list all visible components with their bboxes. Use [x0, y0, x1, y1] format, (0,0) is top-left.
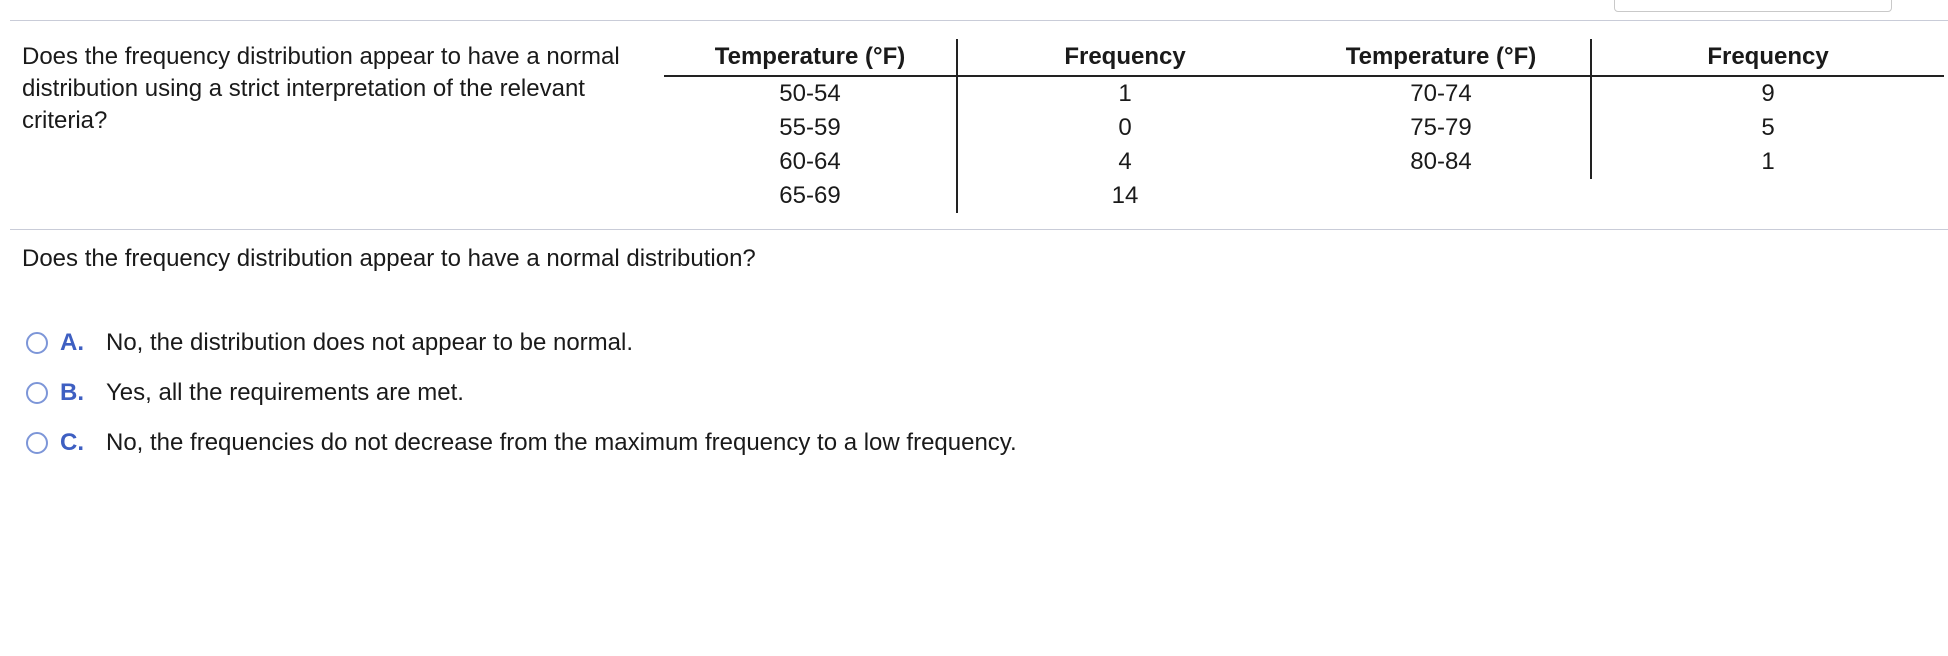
option-b-letter: B.	[60, 379, 84, 406]
header-frequency-left: Frequency	[957, 39, 1292, 76]
option-c-letter: C.	[60, 429, 84, 456]
temperature-cell: 65-69	[664, 179, 957, 213]
option-a-text[interactable]: No, the distribution does not appear to be normal.	[106, 329, 633, 356]
frequency-cell: 1	[1761, 148, 1775, 175]
frequency-cell: 9	[1761, 80, 1775, 107]
table-row	[664, 76, 1944, 111]
option-c-text[interactable]: No, the frequencies do not decrease from the maximum frequency to a low frequency.	[106, 429, 1017, 456]
problem-prompt: Does the frequency distribution appear to have a normal distribution using a strict interpretation of the relevant criteria?	[22, 43, 620, 134]
table-header-row	[664, 39, 1944, 76]
top-divider	[10, 20, 1948, 21]
answer-options	[26, 318, 1017, 468]
table-row	[664, 179, 1944, 213]
table-row	[664, 111, 1944, 145]
header-frequency-right: Frequency	[1591, 39, 1944, 76]
frequency-table	[664, 39, 1944, 213]
frequency-cell: 14	[1111, 182, 1139, 209]
empty-cell	[1591, 179, 1944, 213]
header-temperature-right: Temperature (°F)	[1292, 39, 1591, 76]
header-temperature-left: Temperature (°F)	[664, 39, 957, 76]
option-b[interactable]	[26, 368, 1017, 418]
temperature-cell: 70-74	[1292, 76, 1591, 111]
frequency-cell: 0	[1118, 114, 1132, 141]
radio-button-c[interactable]	[26, 432, 48, 454]
option-c[interactable]	[26, 418, 1017, 468]
temperature-cell: 80-84	[1292, 145, 1591, 179]
table-row	[664, 145, 1944, 179]
frequency-cell: 4	[1118, 148, 1132, 175]
question-text: Does the frequency distribution appear to have a normal distribution?	[22, 245, 756, 272]
option-a[interactable]	[26, 318, 1017, 368]
temperature-cell: 60-64	[664, 145, 957, 179]
top-toolbar-box	[1614, 0, 1892, 12]
temperature-cell: 75-79	[1292, 111, 1591, 145]
frequency-cell: 1	[1118, 80, 1132, 107]
radio-button-a[interactable]	[26, 332, 48, 354]
option-a-letter: A.	[60, 329, 84, 356]
section-divider	[10, 229, 1948, 230]
temperature-cell: 55-59	[664, 111, 957, 145]
option-b-text[interactable]: Yes, all the requirements are met.	[106, 379, 464, 406]
temperature-cell: 50-54	[664, 76, 957, 111]
empty-cell	[1292, 179, 1591, 213]
frequency-cell: 5	[1761, 114, 1775, 141]
radio-button-b[interactable]	[26, 382, 48, 404]
